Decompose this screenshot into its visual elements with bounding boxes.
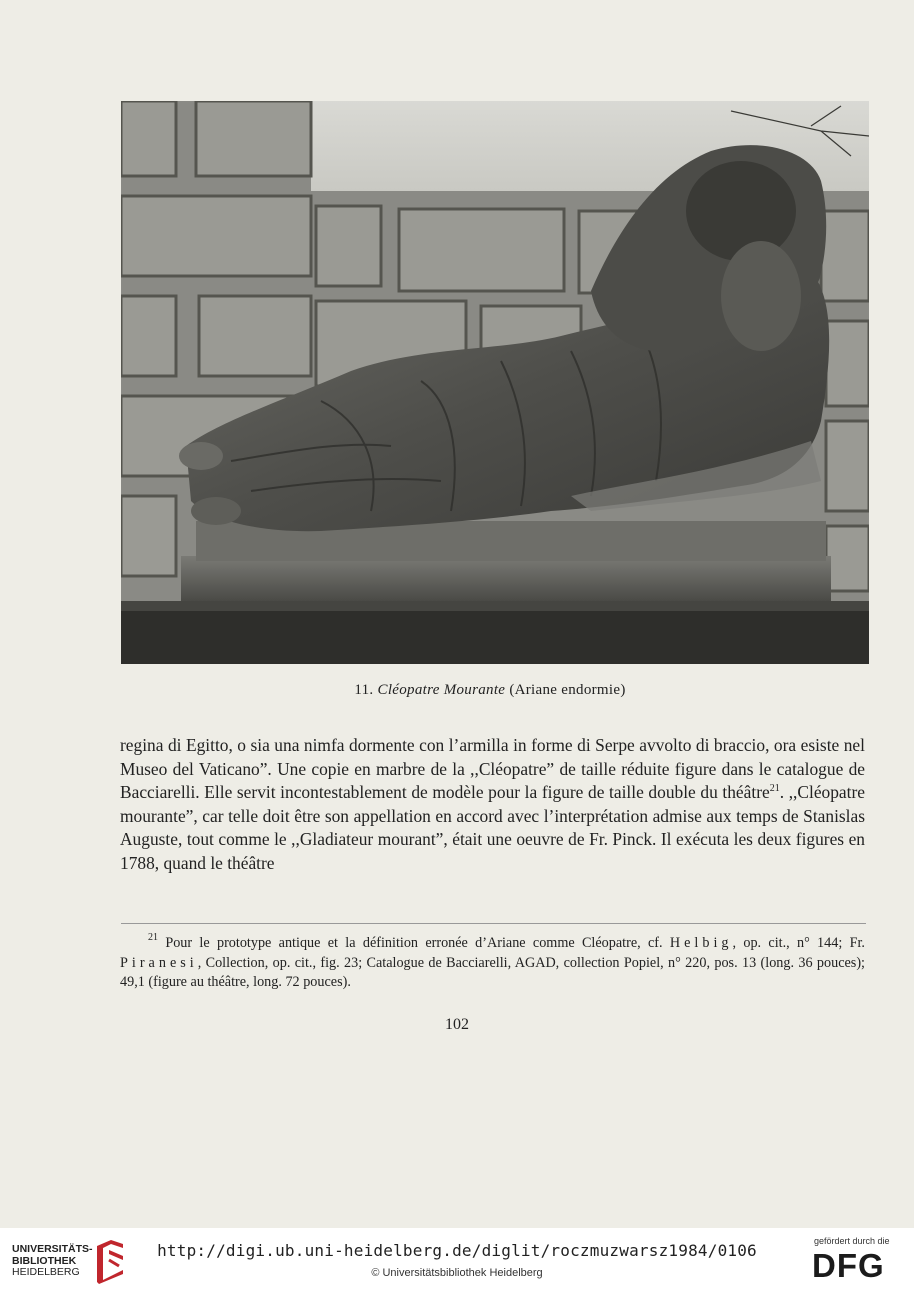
- body-text-part2: . ,,Cléopatre mourante”, car telle doit être son appellation en accord avec l’interprétation admise aux temps de Stanislas Auguste, tout comme le ,,Gladiateur mourant”, était une oeuvre de Fr. Pinck. Il exécuta les deux figures en 1788, quand le théâtre: [120, 782, 865, 873]
- library-line-3: HEIDELBERG: [12, 1266, 80, 1278]
- figure-caption: [0, 682, 914, 699]
- document-url[interactable]: http://digi.ub.uni-heidelberg.de/diglit/roczmuzwarsz1984/0106: [157, 1241, 757, 1260]
- author-helbig: Helbig: [669, 935, 733, 951]
- footnote-21: [120, 934, 865, 993]
- author-piranesi: Piranesi: [120, 954, 198, 971]
- statue-image: [121, 101, 869, 664]
- caption-number: 11.: [354, 682, 374, 698]
- statue-photograph: [121, 101, 869, 664]
- library-line-2: BIBLIOTHEK: [12, 1254, 77, 1267]
- footnote-text-2: , op. cit., n° 144; Fr.: [732, 935, 865, 951]
- page-number: 102: [445, 1016, 469, 1033]
- dfg-logo[interactable]: DFG: [812, 1247, 885, 1284]
- library-line-1: UNIVERSITÄTS-: [12, 1243, 93, 1255]
- footnote-reference[interactable]: 21: [769, 783, 780, 795]
- footnote-divider: [121, 923, 866, 924]
- viewer-footer: [0, 1228, 914, 1292]
- funding-note: gefördert durch die: [814, 1236, 890, 1246]
- footnote-text-1: Pour le prototype antique et la définition erronée d’Ariane comme Cléopatre, cf.: [158, 935, 670, 951]
- caption-subtitle: (Ariane endormie): [509, 682, 626, 698]
- caption-title: Cléopatre Mourante: [377, 682, 506, 698]
- footnote-text-3: , Collection, op. cit., fig. 23; Catalogue de Bacciarelli, AGAD, collection Popiel, n° 220, pos. 13 (long. 36 pouces); 49,1 (figure au théâtre, long. 72 pouces).: [120, 954, 865, 990]
- body-text-part1: regina di Egitto, o sia una nimfa dormente con l’armilla in forme di Serpe avvolto di braccio, ora esiste nel Museo del Vaticano”. Une copie en marbre de la ,,Cléopatre” de taille réduite figure dans le catalogue de Bacciarelli. Elle servit incontestablement de modèle pour la figure de taille double du théâtre: [120, 735, 865, 803]
- copyright-notice: © Universitätsbibliothek Heidelberg: [371, 1267, 543, 1279]
- footnote-number: 21: [148, 932, 158, 943]
- body-paragraph: [120, 734, 865, 876]
